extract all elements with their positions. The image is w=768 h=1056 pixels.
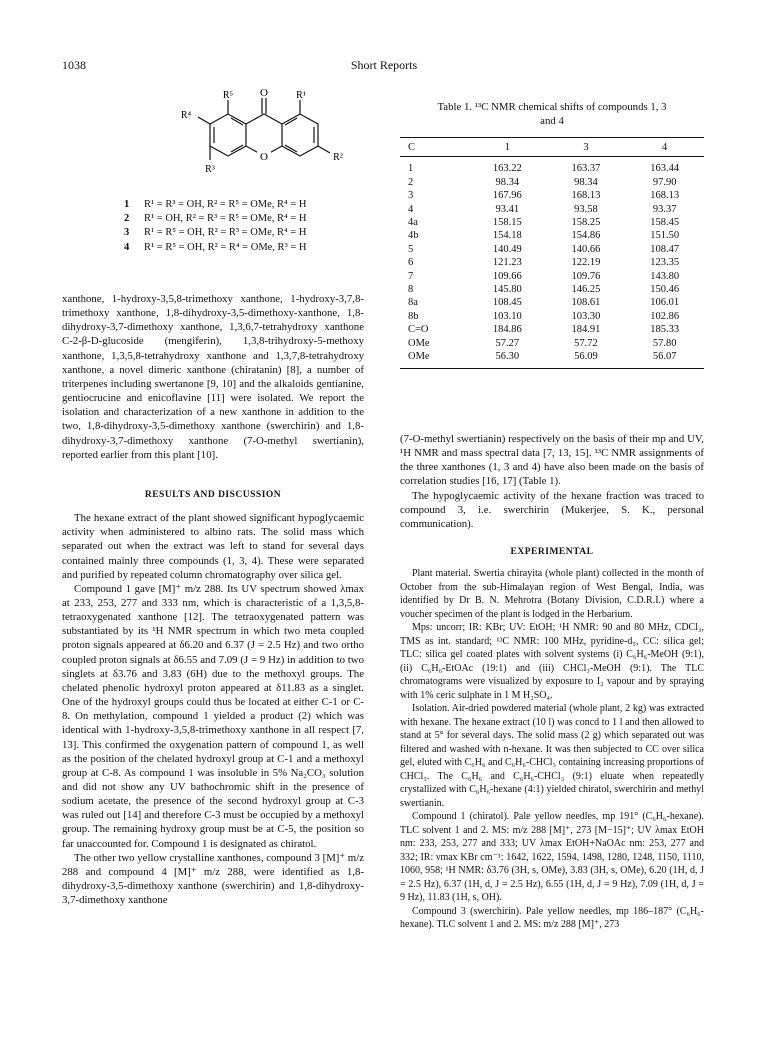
table-cell: 154.18 — [492, 230, 522, 242]
plant-material-paragraph: Plant material. Swertia chirayita (whole plant) collected in the month of October from the sub-Himalayan region of West Bengal, India, was identified by Dr B. N. Mehrotra (Botany Division, C.D.R.I.) where a voucher specimen of the plant is lodged in the Herbarium. — [400, 568, 704, 620]
table-cell: 103.30 — [571, 310, 601, 322]
page-number: 1038 — [62, 58, 86, 72]
table-cell: 56.07 — [652, 351, 677, 363]
right-paragraph-2: The hypoglycaemic activity of the hexane fraction was traced to compound 3, i.e. swerchirin (Mukerjee, S. K., personal communication). — [400, 489, 704, 530]
table-row — [400, 243, 704, 256]
table-row-label: OMe — [408, 337, 430, 349]
table-caption-line-2: and 4 — [540, 115, 564, 127]
table-header-cell: 1 — [504, 142, 510, 153]
right-paragraph-1: (7-O-methyl swertianin) respectively on the basis of their mp and UV, ¹H NMR and mass spectral data [7, 13, 15]. ¹³C NMR assignments of the three xanthones (1, 3 and 4) have also been made on the basis of correlation studies [16, 17] (Table 1). — [400, 433, 704, 488]
table-cell: 56.09 — [574, 351, 598, 363]
table-cell: 185.33 — [650, 324, 680, 336]
table-row — [400, 296, 704, 309]
compound-1-row — [124, 198, 374, 212]
table-cell: 146.25 — [571, 284, 601, 296]
table-cell: 158.45 — [650, 217, 680, 229]
table-row — [400, 337, 704, 350]
results-paragraph-2: Compound 1 gave [M]⁺ m/z 288. Its UV spectrum showed λmax at 233, 253, 277 and 333 nm, which is characteristic of a 1,3,5,8-tetraoxygenated xanthone [12]. The tetraoxygenated pattern was substantiated by its ¹H NMR spectrum in which two meta coupled proton signals appeared at δ6.20 and 6.37 (J = 2.5 Hz) and two ortho coupled proton signals at δ6.55 and 7.09 (J = 9 Hz) in addition to two singlets at δ3.76 and 3.83 (6H) due to the methoxyl groups. The chelated phenolic hydroxyl proton appeared at δ11.83 as a singlet. One of the hydroxyl groups could thus be located at either C-1 or C-8. On methylation, compound 1 yielded a product (2) which was identical with 1-hydroxy-3,5,8-trimethoxy xanthone in all respect [7, 13]. This confirmed the oxygenation pattern of compound 1, as well as the position of the chelated hydroxyl group at C-1 and a methoxyl group at C-8. As compound 1 was insoluble in 5% Na₂CO₃ solution and did not show any UV bathochromic shift in the presence of sodium acetate, the presence of the second hydroxyl group at C-3 was ruled out [14] and therefore C-3 must be occupied by a methoxyl group. The remaining hydroxy group must be at C-5, the position so far unaccounted for. Compound 1 is designated as chiratol. — [62, 582, 364, 850]
table-cell: 98.34 — [495, 176, 520, 188]
table-cell: 93.58 — [574, 203, 598, 215]
table-row — [400, 189, 704, 202]
table-cell: 150.46 — [650, 284, 680, 296]
carbonyl-oxygen-label: O — [260, 88, 268, 99]
table-cell: 106.01 — [650, 297, 680, 309]
compound-list — [124, 198, 374, 255]
table-cell: 168.13 — [571, 190, 601, 202]
table-header-rule — [400, 156, 704, 157]
table-row-label: 3 — [408, 190, 414, 202]
compound-substituents: R¹ = OH, R² = R³ = R⁵ = OMe, R⁴ = H — [144, 213, 307, 225]
r5-label: R⁵ — [222, 90, 234, 101]
table-cell: 158.15 — [492, 217, 522, 229]
table-row-label: 4 — [408, 203, 414, 215]
table-cell: 163.44 — [650, 163, 680, 175]
results-paragraph-3: The other two yellow crystalline xanthones, compound 3 [M]⁺ m/z 288 and compound 4 [M]⁺ m/z 288, were identified as 1,8-dihydroxy-3,5-dimethoxy xanthone (swerchirin) and 1,8-dihydroxy-3,7-dimethoxy xanthone — [62, 851, 364, 907]
experimental-body — [400, 567, 704, 932]
table-row-label: 4a — [408, 217, 418, 229]
table-header-cell: 3 — [583, 142, 589, 153]
table-row — [400, 310, 704, 323]
right-benzene-ring — [282, 114, 318, 156]
right-column — [400, 432, 704, 932]
table-cell: 57.80 — [652, 337, 677, 349]
experimental-heading: EXPERIMENTAL — [510, 547, 594, 558]
table-body — [400, 162, 704, 363]
compound-2-row — [124, 212, 374, 226]
table-cell: 108.47 — [650, 243, 680, 255]
compound-substituents: R¹ = R⁵ = OH, R² = R³ = OMe, R⁴ = H — [144, 227, 307, 239]
table-row — [400, 162, 704, 175]
table-cell: 93.37 — [652, 203, 677, 215]
table-cell: 163.22 — [492, 163, 522, 175]
table-cell: 145.80 — [492, 284, 522, 296]
table-cell: 140.66 — [571, 243, 601, 255]
table-cell: 109.66 — [492, 270, 522, 282]
table-cell: 151.50 — [650, 230, 680, 242]
table-caption-line-1: Table 1. ¹³C NMR chemical shifts of compounds 1, 3 — [437, 101, 667, 113]
table-row — [400, 270, 704, 283]
table-row — [400, 323, 704, 336]
table-row — [400, 203, 704, 216]
table-cell: 103.10 — [492, 310, 522, 322]
compound-1-paragraph: Compound 1 (chiratol). Pale yellow needles, mp 191° (C₆H₆-hexane). TLC solvent 1 and 2. MS: m/z 288 [M]⁺, 273 [M−15]⁺; UV λmax EtOH nm: 233, 253, 277 and 333; UV λmax EtOH+NaOAc nm: 253, 277 and 332; IR: νmax KBr cm⁻¹: 1642, 1622, 1594, 1498, 1280, 1248, 1150, 1110, 1060, 958; ¹H NMR: δ3.76 (3H, s, OMe), 3.83 (3H, s, OMe), 6.20 (1H, d, J = 2.5 Hz), 6.37 (1H, d, J = 2.5 Hz), 6.55 (1H, d, J = 9 Hz), 7.09 (1H, d, J = 9 Hz), 11.83 (1H, s, OH). — [400, 811, 704, 904]
table-cell: 140.49 — [492, 243, 522, 255]
table-row-label: 2 — [408, 176, 414, 188]
ring-oxygen-label: O — [260, 151, 268, 163]
table-header — [400, 141, 704, 154]
left-benzene-ring — [210, 114, 246, 156]
table-row — [400, 256, 704, 269]
table-cell: 167.96 — [492, 190, 522, 202]
methods-paragraph: Mps: uncorr; IR: KBr; UV: EtOH; ¹H NMR: 90 and 80 MHz, CDCl₃, TMS as int. standard; ¹³C NMR: 100 MHz, pyridine-d₅, CC: silica gel; TLC: silica gel coated plates with solvent systems (i) C₆H₆-MeOH (9:1), (ii) C₆H₆-EtOAc (19:1) and (iii) CHCl₃-MeOH (9:1). The TLC chromatograms were visualized by exposure to I₂ vapour and by spraying with 1% ceric sulphate in 1 M H₂SO₄. — [400, 622, 704, 701]
table-cell: 98.34 — [574, 176, 598, 188]
table-row-label: 6 — [408, 257, 414, 269]
compound-number: 4 — [124, 241, 130, 253]
table-cell: 143.80 — [650, 270, 680, 282]
results-paragraph-1: The hexane extract of the plant showed significant hypoglycaemic activity when administered to albino rats. The solid mass which separated out when the extract was left to stand for several days contained mainly three compounds (1, 3, 4). These were separated and purified by repeated column chromatography over silica gel. — [62, 512, 364, 581]
table-row — [400, 283, 704, 296]
table-row-label: OMe — [408, 351, 430, 363]
r1-label: R¹ — [296, 90, 306, 101]
table-cell: 97.90 — [652, 176, 677, 188]
table-row-label: 8 — [408, 284, 414, 296]
table-1 — [400, 100, 704, 369]
compound-3-row — [124, 226, 374, 240]
compound-3-paragraph: Compound 3 (swerchirin). Pale yellow needles, mp 186–187° (C₆H₆-hexane). TLC solvent 1 and 2. MS: m/z 288 [M]⁺, 273 — [400, 905, 704, 931]
table-row-label: 7 — [408, 270, 414, 282]
intro-paragraph: xanthone, 1-hydroxy-3,5,8-trimethoxy xanthone, 1-hydroxy-3,7,8-trimethoxy xanthone, 1,8-dihydroxy-3,5-dimethoxy-xanthone, 1,8-dihydroxy-3,7-dimethoxy xanthone, 1,3,6,7-tetrahydroxy xanthone C-2-β-D-glucoside (mengiferin), 1,3,8-trihydroxy-5-methoxy xanthone, 1,3,5,8-tetrahydroxy xanthone and 1,3,7,8-tetrahydroxy xanthone, a novel dimeric xanthone (chiratanin) [8], a number of triterpenes including swertanone [9, 10] and the alkaloids gentianine, gentiocrucine and enicoflavine [11] were isolated. We report the isolation and characterization of a new xanthone in addition to the two, 1,8-dihydroxy-3,5-dimethoxy xanthone (swerchirin) and 1,8-dihydroxy-3,7-dimethoxy xanthone (7-O-methyl swertianin), reported earlier from this plant [10]. — [62, 293, 364, 461]
compound-number: 1 — [124, 199, 130, 210]
table-cell: 184.91 — [571, 324, 601, 336]
table-cell: 184.86 — [492, 324, 522, 336]
table-cell: 123.35 — [650, 257, 680, 269]
xanthone-structure-diagram — [160, 88, 400, 198]
table-row-label: 4b — [408, 230, 419, 242]
compound-number: 2 — [124, 213, 130, 225]
table-cell: 57.72 — [574, 337, 598, 349]
table-cell: 158.25 — [571, 217, 601, 229]
table-cell: 168.13 — [650, 190, 680, 202]
results-heading: RESULTS AND DISCUSSION — [144, 489, 282, 500]
table-row-label: 8b — [408, 310, 419, 322]
table-row-label: 5 — [408, 243, 414, 255]
table-bottom-rule — [400, 368, 704, 369]
table-cell: 154.86 — [571, 230, 601, 242]
r3-label: R³ — [205, 164, 215, 175]
table-row — [400, 229, 704, 242]
table-cell: 121.23 — [492, 257, 522, 269]
table-header-cell: C — [408, 142, 416, 153]
r2-label: R² — [333, 152, 343, 163]
table-row-label: 8a — [408, 297, 418, 309]
table-top-rule — [400, 137, 704, 138]
table-header-cell: 4 — [662, 142, 668, 153]
compound-4-row — [124, 241, 374, 255]
table-cell: 57.27 — [495, 337, 520, 349]
table-cell: 108.45 — [492, 297, 522, 309]
table-cell: 122.19 — [571, 257, 601, 269]
table-cell: 109.76 — [571, 270, 601, 282]
r4-label: R⁴ — [180, 110, 192, 121]
left-column — [62, 292, 364, 907]
table-cell: 93.41 — [495, 203, 520, 215]
table-row — [400, 216, 704, 229]
table-row-label: C=O — [408, 324, 429, 336]
table-cell: 102.86 — [650, 310, 680, 322]
table-cell: 108.61 — [571, 297, 601, 309]
isolation-paragraph: Isolation. Air-dried powdered material (whole plant, 2 kg) was extracted with hexane. The hexane extract (10 l) was concd to 1 l and then allowed to stand at 5° for several days. The solid mass (2 g) which separated out was filtered and washed with n-hexane. It was then subjected to CC over silica gel, eluted with C₆H₆ and C₆H₆-CHCl₃ containing increasing proportions of CHCl₃. The C₆H₆ and C₆H₆-CHCl₃ (9:1) eluate when repeatedly crystallized with C₆H₆-hexane (4:1) yielded chiratol, swerchirin and methyl swertianin. — [400, 703, 704, 809]
table-cell: 163.37 — [571, 163, 601, 175]
table-row — [400, 176, 704, 189]
running-title: Short Reports — [350, 58, 418, 72]
table-row — [400, 350, 704, 363]
compound-substituents: R¹ = R³ = OH, R² = R⁵ = OMe, R⁴ = H — [144, 199, 307, 210]
compound-substituents: R¹ = R⁵ = OH, R² = R⁴ = OMe, R³ = H — [144, 241, 307, 253]
compound-number: 3 — [124, 227, 130, 239]
table-cell: 56.30 — [495, 351, 520, 363]
table-row-label: 1 — [408, 163, 414, 175]
